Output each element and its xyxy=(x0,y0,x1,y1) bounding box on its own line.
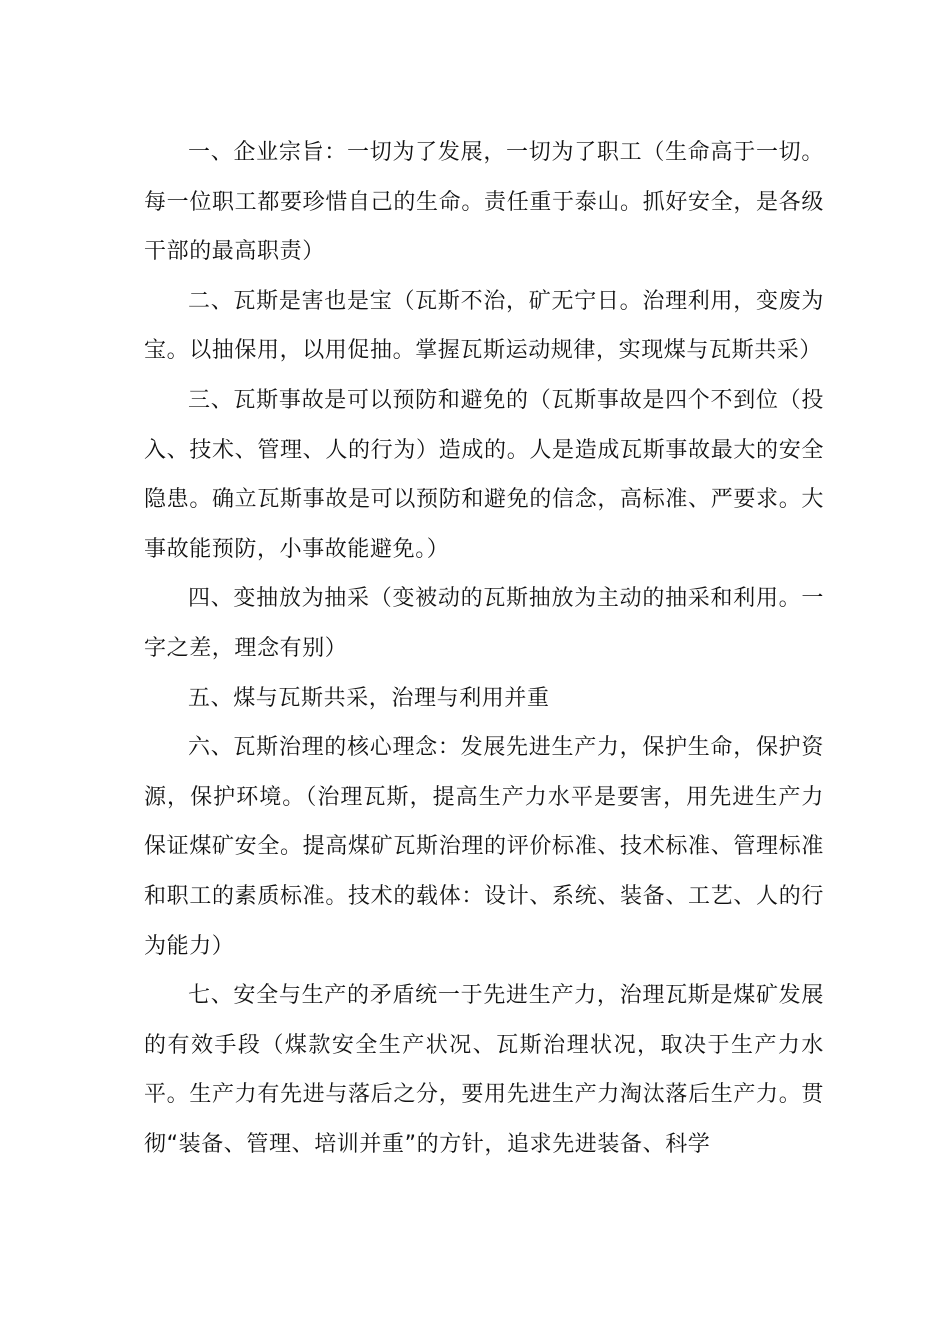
paragraph-5: 五、煤与瓦斯共采，治理与利用并重 xyxy=(188,685,550,711)
paragraph-7: 七、安全与生产的矛盾统一于先进生产力，治理瓦斯是煤矿发展的有效手段（煤款安全生产状况、瓦斯治理状况，取决于生产力水平。生产力有先进与落后之分，要用先进生产力淘汰落后生产力。贯彻“装备、管理、培训并重”的方针，追求先进装备、科学 xyxy=(144,983,824,1157)
paragraph-1: 一、企业宗旨：一切为了发展，一切为了职工（生命高于一切。每一位职工都要珍惜自己的生命。责任重于泰山。抓好安全，是各级干部的最高职责） xyxy=(144,140,824,265)
paragraph-4: 四、变抽放为抽采（变被动的瓦斯抽放为主动的抽采和利用。一字之差，理念有别） xyxy=(144,586,824,661)
document-body xyxy=(144,128,824,1169)
paragraph-2: 二、瓦斯是害也是宝（瓦斯不治，矿无宁日。治理利用，变废为宝。以抽保用，以用促抽。掌握瓦斯运动规律，实现煤与瓦斯共采） xyxy=(144,288,824,364)
paragraph-3: 三、瓦斯事故是可以预防和避免的（瓦斯事故是四个不到位（投入、技术、管理、人的行为）造成的。人是造成瓦斯事故最大的安全隐患。确立瓦斯事故是可以预防和避免的信念，高标准、严要求。大事故能预防，小事故能避免。） xyxy=(144,387,824,562)
paragraph-6: 六、瓦斯治理的核心理念：发展先进生产力，保护生命，保护资源，保护环境。（治理瓦斯，提高生产力水平是要害，用先进生产力保证煤矿安全。提高煤矿瓦斯治理的评价标准、技术标准、管理标准和职工的素质标准。技术的载体：设计、系统、装备、工艺、人的行为能力） xyxy=(144,735,824,959)
